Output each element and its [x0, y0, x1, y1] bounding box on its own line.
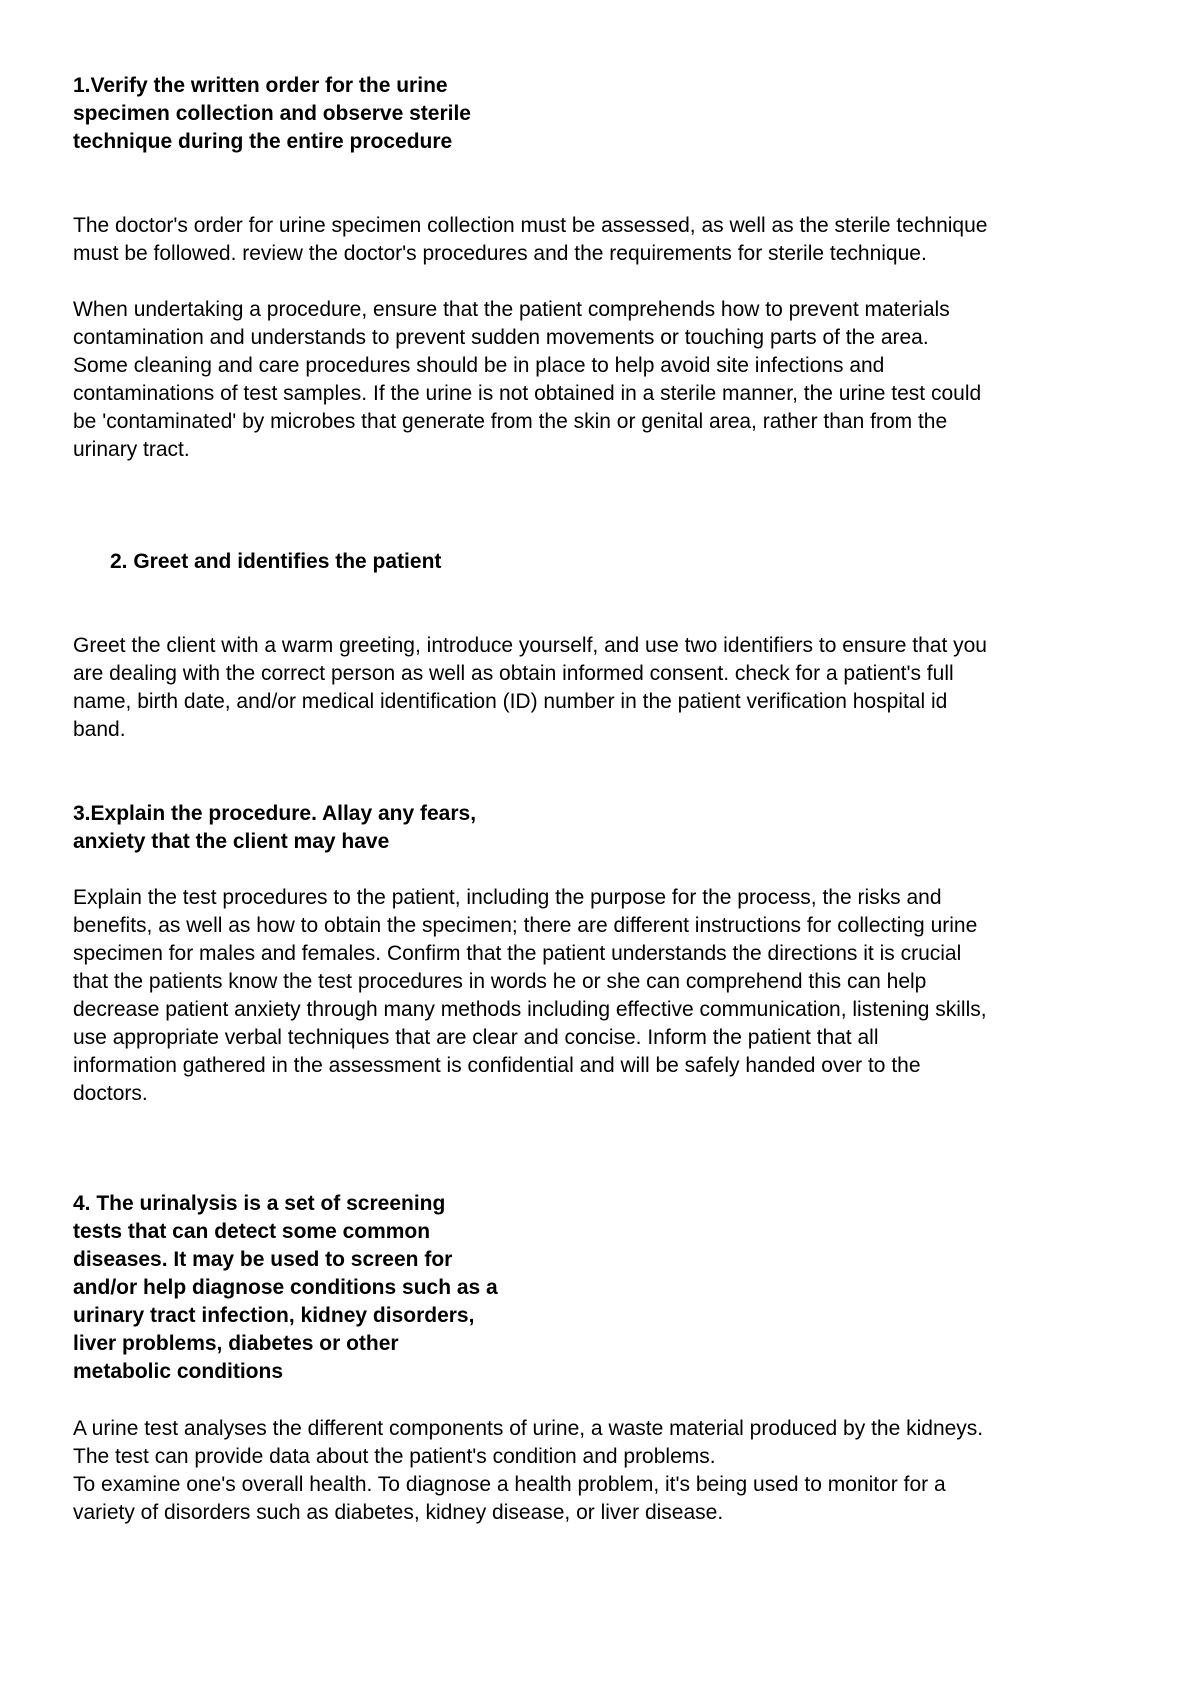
text-line: A urine test analyses the different components of urine, a waste material produced by the kidneys. — [73, 1417, 984, 1440]
heading-line: 1.Verify the written order for the urine — [73, 74, 448, 97]
heading-line: technique during the entire procedure — [73, 130, 453, 153]
heading-line: urinary tract infection, kidney disorders, — [73, 1304, 475, 1327]
text-line: use appropriate verbal techniques that are clear and concise. Inform the patient that all — [73, 1026, 879, 1049]
text-line: The doctor's order for urine specimen collection must be assessed, as well as the sterile technique — [73, 214, 988, 237]
heading-line: 2. Greet and identifies the patient — [110, 550, 442, 573]
text-line: When undertaking a procedure, ensure that the patient comprehends how to prevent materials — [73, 298, 950, 321]
heading-line: metabolic conditions — [73, 1360, 284, 1383]
text-line: benefits, as well as how to obtain the specimen; there are different instructions for collecting urine — [73, 914, 978, 937]
text-line: that the patients know the test procedures in words he or she can comprehend this can help — [73, 970, 927, 993]
section-2-heading — [110, 548, 441, 576]
text-line: specimen for males and females. Confirm that the patient understands the directions it is crucial — [73, 942, 962, 965]
heading-line: diseases. It may be used to screen for — [73, 1248, 453, 1271]
text-line: be 'contaminated' by microbes that generate from the skin or genital area, rather than from the — [73, 410, 948, 433]
section-3-heading — [73, 800, 476, 856]
text-line: must be followed. review the doctor's procedures and the requirements for sterile technique. — [73, 242, 927, 265]
text-line: doctors. — [73, 1082, 148, 1105]
text-line: Explain the test procedures to the patient, including the purpose for the process, the risks and — [73, 886, 942, 909]
text-line: name, birth date, and/or medical identification (ID) number in the patient verification hospital id — [73, 690, 948, 713]
text-line: are dealing with the correct person as well as obtain informed consent. check for a patient's full — [73, 662, 954, 685]
text-line: variety of disorders such as diabetes, kidney disease, or liver disease. — [73, 1501, 724, 1524]
section-4-heading — [73, 1190, 498, 1386]
text-line: band. — [73, 718, 126, 741]
text-line: contaminations of test samples. If the urine is not obtained in a sterile manner, the urine test could — [73, 382, 982, 405]
text-line: Some cleaning and care procedures should be in place to help avoid site infections and — [73, 354, 885, 377]
section-1-paragraph-2 — [73, 296, 1153, 464]
heading-line: anxiety that the client may have — [73, 830, 390, 853]
text-line: contamination and understands to prevent sudden movements or touching parts of the area. — [73, 326, 929, 349]
heading-line: and/or help diagnose conditions such as a — [73, 1276, 498, 1299]
section-3-paragraph — [73, 884, 1153, 1108]
text-line: Greet the client with a warm greeting, introduce yourself, and use two identifiers to ensure that you — [73, 634, 987, 657]
section-1-heading — [73, 72, 471, 156]
text-line: The test can provide data about the patient's condition and problems. — [73, 1445, 716, 1468]
heading-line: specimen collection and observe sterile — [73, 102, 471, 125]
heading-line: 4. The urinalysis is a set of screening — [73, 1192, 446, 1215]
text-line: information gathered in the assessment is confidential and will be safely handed over to the — [73, 1054, 921, 1077]
text-line: urinary tract. — [73, 438, 190, 461]
text-line: decrease patient anxiety through many methods including effective communication, listening skills, — [73, 998, 987, 1021]
heading-line: tests that can detect some common — [73, 1220, 431, 1243]
section-1-paragraph-1 — [73, 212, 1153, 268]
text-line: To examine one's overall health. To diagnose a health problem, it's being used to monitor for a — [73, 1473, 946, 1496]
section-4-paragraph — [73, 1415, 1153, 1527]
heading-line: 3.Explain the procedure. Allay any fears, — [73, 802, 477, 825]
heading-line: liver problems, diabetes or other — [73, 1332, 399, 1355]
section-2-paragraph — [73, 632, 1153, 744]
